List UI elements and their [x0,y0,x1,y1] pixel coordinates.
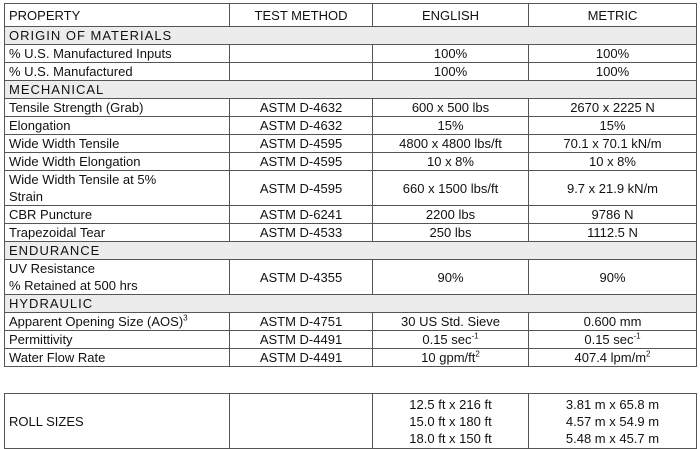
roll-sizes-table [4,393,697,449]
english-cell: 100% [373,63,529,81]
section-row-origin [5,27,697,45]
property-cell: Wide Width Elongation [5,153,230,171]
property-cell: Elongation [5,117,230,135]
metric-cell: 1112.5 N [529,224,697,242]
table-row [5,206,697,224]
metric-cell: 2670 x 2225 N [529,99,697,117]
english-value: 10 gpm/ft [421,350,476,365]
property-cell: CBR Puncture [5,206,230,224]
property-line: Strain [9,189,43,204]
header-row [5,4,697,27]
english-cell: 10 x 8% [373,153,529,171]
table-row [5,224,697,242]
method-cell [230,45,373,63]
metric-cell: 0.600 mm [529,313,697,331]
english-cell: 2200 lbs [373,206,529,224]
roll-sizes-label: ROLL SIZES [5,394,230,449]
method-cell: ASTM D-4533 [230,224,373,242]
table-row [5,135,697,153]
english-cell [373,331,529,349]
method-cell: ASTM D-4632 [230,99,373,117]
property-line: UV Resistance [9,261,95,276]
method-cell: ASTM D-4632 [230,117,373,135]
metric-value: 0.15 sec [584,332,634,347]
section-title-mechanical: MECHANICAL [5,81,697,99]
metric-cell [529,331,697,349]
property-cell: % U.S. Manufactured Inputs [5,45,230,63]
roll-sizes-metric [529,394,697,449]
unit-exponent: 2 [646,349,651,359]
section-row-hydraulic [5,295,697,313]
metric-cell [529,349,697,367]
property-cell: % U.S. Manufactured [5,63,230,81]
property-cell [5,260,230,295]
table-row [5,117,697,135]
property-cell [5,171,230,206]
property-line: Wide Width Tensile at 5% [9,172,157,187]
table-row [5,349,697,367]
metric-cell: 10 x 8% [529,153,697,171]
roll-size-english: 18.0 ft x 150 ft [409,430,492,446]
property-line: % Retained at 500 hrs [9,278,138,293]
english-cell: 250 lbs [373,224,529,242]
table-row [5,171,697,206]
header-property: PROPERTY [5,4,230,27]
footnote-marker: 3 [183,313,188,323]
metric-cell: 70.1 x 70.1 kN/m [529,135,697,153]
property-cell [5,313,230,331]
section-title-hydraulic: HYDRAULIC [5,295,697,313]
unit-exponent: -1 [633,331,641,341]
english-cell: 660 x 1500 lbs/ft [373,171,529,206]
roll-size-metric: 3.81 m x 65.8 m [565,396,660,412]
section-row-endurance [5,242,697,260]
table-row [5,260,697,295]
header-test-method: TEST METHOD [230,4,373,27]
table-row [5,331,697,349]
unit-exponent: -1 [471,331,479,341]
method-cell: ASTM D-4751 [230,313,373,331]
table-row [5,153,697,171]
metric-cell: 90% [529,260,697,295]
english-cell: 30 US Std. Sieve [373,313,529,331]
roll-size-metric: 5.48 m x 45.7 m [565,430,660,446]
method-cell: ASTM D-4595 [230,153,373,171]
roll-size-english: 15.0 ft x 180 ft [409,413,492,429]
header-english: ENGLISH [373,4,529,27]
english-cell: 15% [373,117,529,135]
method-cell: ASTM D-4355 [230,260,373,295]
section-title-origin: ORIGIN OF MATERIALS [5,27,697,45]
metric-cell: 9786 N [529,206,697,224]
property-cell: Trapezoidal Tear [5,224,230,242]
roll-sizes-english [373,394,529,449]
table-row [5,99,697,117]
property-text: Apparent Opening Size (AOS) [9,314,184,329]
method-cell: ASTM D-6241 [230,206,373,224]
method-cell: ASTM D-4595 [230,135,373,153]
table-row [5,45,697,63]
english-cell: 90% [373,260,529,295]
metric-value: 407.4 lpm/m [574,350,647,365]
method-cell: ASTM D-4491 [230,331,373,349]
property-cell: Water Flow Rate [5,349,230,367]
roll-size-english: 12.5 ft x 216 ft [409,396,492,412]
header-metric: METRIC [529,4,697,27]
table-row [5,63,697,81]
metric-cell: 15% [529,117,697,135]
roll-sizes-method-cell [230,394,373,449]
english-cell: 600 x 500 lbs [373,99,529,117]
metric-cell: 100% [529,45,697,63]
metric-cell: 100% [529,63,697,81]
english-cell [373,349,529,367]
english-cell: 100% [373,45,529,63]
property-cell: Permittivity [5,331,230,349]
metric-cell: 9.7 x 21.9 kN/m [529,171,697,206]
method-cell [230,63,373,81]
roll-sizes-row [5,394,697,449]
method-cell: ASTM D-4595 [230,171,373,206]
unit-exponent: 2 [475,349,480,359]
property-cell: Tensile Strength (Grab) [5,99,230,117]
property-cell: Wide Width Tensile [5,135,230,153]
section-row-mechanical [5,81,697,99]
method-cell: ASTM D-4491 [230,349,373,367]
table-row [5,313,697,331]
properties-table [4,3,697,367]
english-cell: 4800 x 4800 lbs/ft [373,135,529,153]
section-title-endurance: ENDURANCE [5,242,697,260]
roll-size-metric: 4.57 m x 54.9 m [565,413,660,429]
english-value: 0.15 sec [422,332,472,347]
